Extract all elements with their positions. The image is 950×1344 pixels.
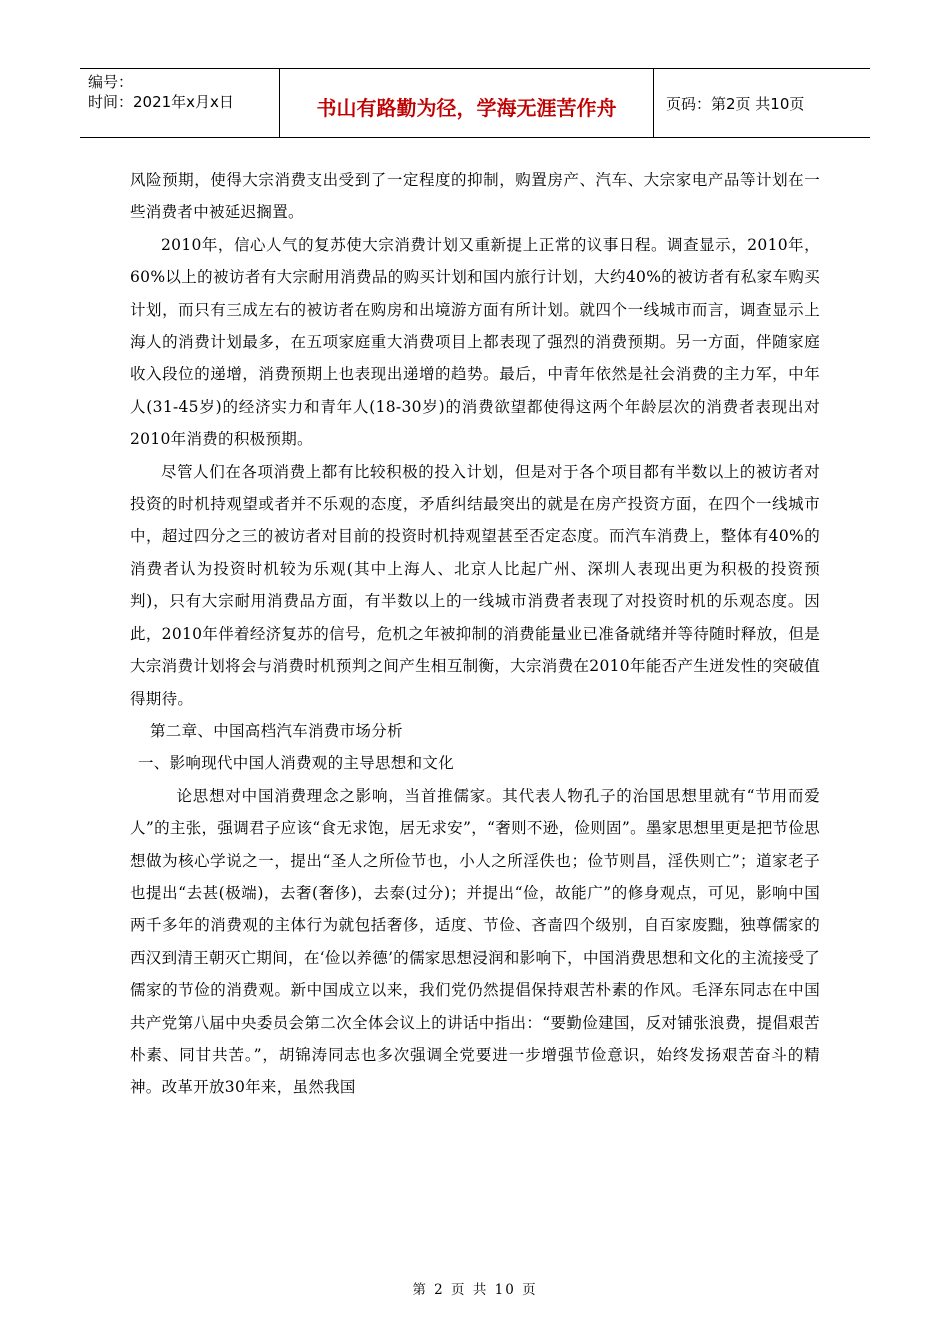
document-body bbox=[130, 164, 820, 1104]
paragraph: 2010年，信心人气的复苏使大宗消费计划又重新提上正常的议事日程。调查显示，2010年，60%以上的被访者有大宗耐用消费品的购买计划和国内旅行计划，大约40%的被访者有私家车购买计划，而只有三成左右的被访者在购房和出境游方面有所计划。就四个一线城市而言，调查显示上海人的消费计划最多，在五项家庭重大消费项目上都表现了强烈的消费预期。另一方面，伴随家庭收入段位的递增，消费预期上也表现出递增的趋势。最后，中青年依然是社会消费的主力军，中年人(31-45岁)的经济实力和青年人(18-30岁)的消费欲望都使得这两个年龄层次的消费者表现出对2010年消费的积极预期。 bbox=[130, 235, 820, 449]
page-footer: 第 2 页 共 10 页 bbox=[412, 1282, 538, 1298]
page-header bbox=[80, 68, 870, 138]
paragraph: 风险预期，使得大宗消费支出受到了一定程度的抑制，购置房产、汽车、大宗家电产品等计划在一些消费者中被延迟搁置。 bbox=[130, 171, 820, 222]
header-motto: 书山有路勤为径，学海无涯苦作舟 bbox=[280, 69, 654, 137]
paragraph: 尽管人们在各项消费上都有比较积极的投入计划，但是对于各个项目都有半数以上的被访者对投资的时机持观望或者并不乐观的态度，矛盾纠结最突出的就是在房产投资方面，在四个一线城市中，超过四分之三的被访者对目前的投资时机持观望甚至否定态度。而汽车消费上，整体有40%的消费者认为投资时机较为乐观(其中上海人、北京人比起广州、深圳人表现出更为积极的投资预判)，只有大宗耐用消费品方面，有半数以上的一线城市消费者表现了对投资时机的乐观态度。因此，2010年伴着经济复苏的信号，危机之年被抑制的消费能量业已准备就绪并等待随时释放，但是大宗消费计划将会与消费时机预判之间产生相互制衡，大宗消费在2010年能否产生迸发性的突破值得期待。 bbox=[130, 462, 820, 708]
paragraph: 论思想对中国消费理念之影响，当首推儒家。其代表人物孔子的治国思想里就有“节用而爱人”的主张，强调君子应该“食无求饱，居无求安”，“奢则不逊，俭则固”。墨家思想里更是把节俭思想做为核心学说之一，提出“圣人之所俭节也，小人之所淫佚也；俭节则昌，淫佚则亡”；道家老子也提出“去甚(极端)，去奢(奢侈)，去泰(过分)；并提出“俭，故能广”的修身观点，可见，影响中国两千多年的消费观的主体行为就包括奢侈，适度、节俭、吝啬四个级别，自百家废黜，独尊儒家的西汉到清王朝灭亡期间，在‘俭以养德’的儒家思想浸润和影响下，中国消费思想和文化的主流接受了儒家的节俭的消费观。新中国成立以来，我们党仍然提倡保持艰苦朴素的作风。毛泽东同志在中国共产党第八届中央委员会第二次全体会议上的讲话中指出：“要勤俭建国，反对铺张浪费，提倡艰苦朴素、同甘共苦。”，胡锦涛同志也多次强调全党要进一步增强节俭意识，始终发扬艰苦奋斗的精神。改革开放30年来，虽然我国 bbox=[130, 786, 820, 1097]
chapter-heading: 第二章、中国高档汽车消费市场分析 bbox=[150, 721, 403, 740]
document-number-label: 编号： bbox=[88, 73, 134, 91]
header-page-info: 页码：第2页 共10页 bbox=[666, 94, 805, 113]
section-heading: 一、影响现代中国人消费观的主导思想和文化 bbox=[138, 754, 455, 773]
document-date: 时间：2021年x月x日 bbox=[88, 93, 234, 111]
header-meta bbox=[80, 69, 280, 137]
